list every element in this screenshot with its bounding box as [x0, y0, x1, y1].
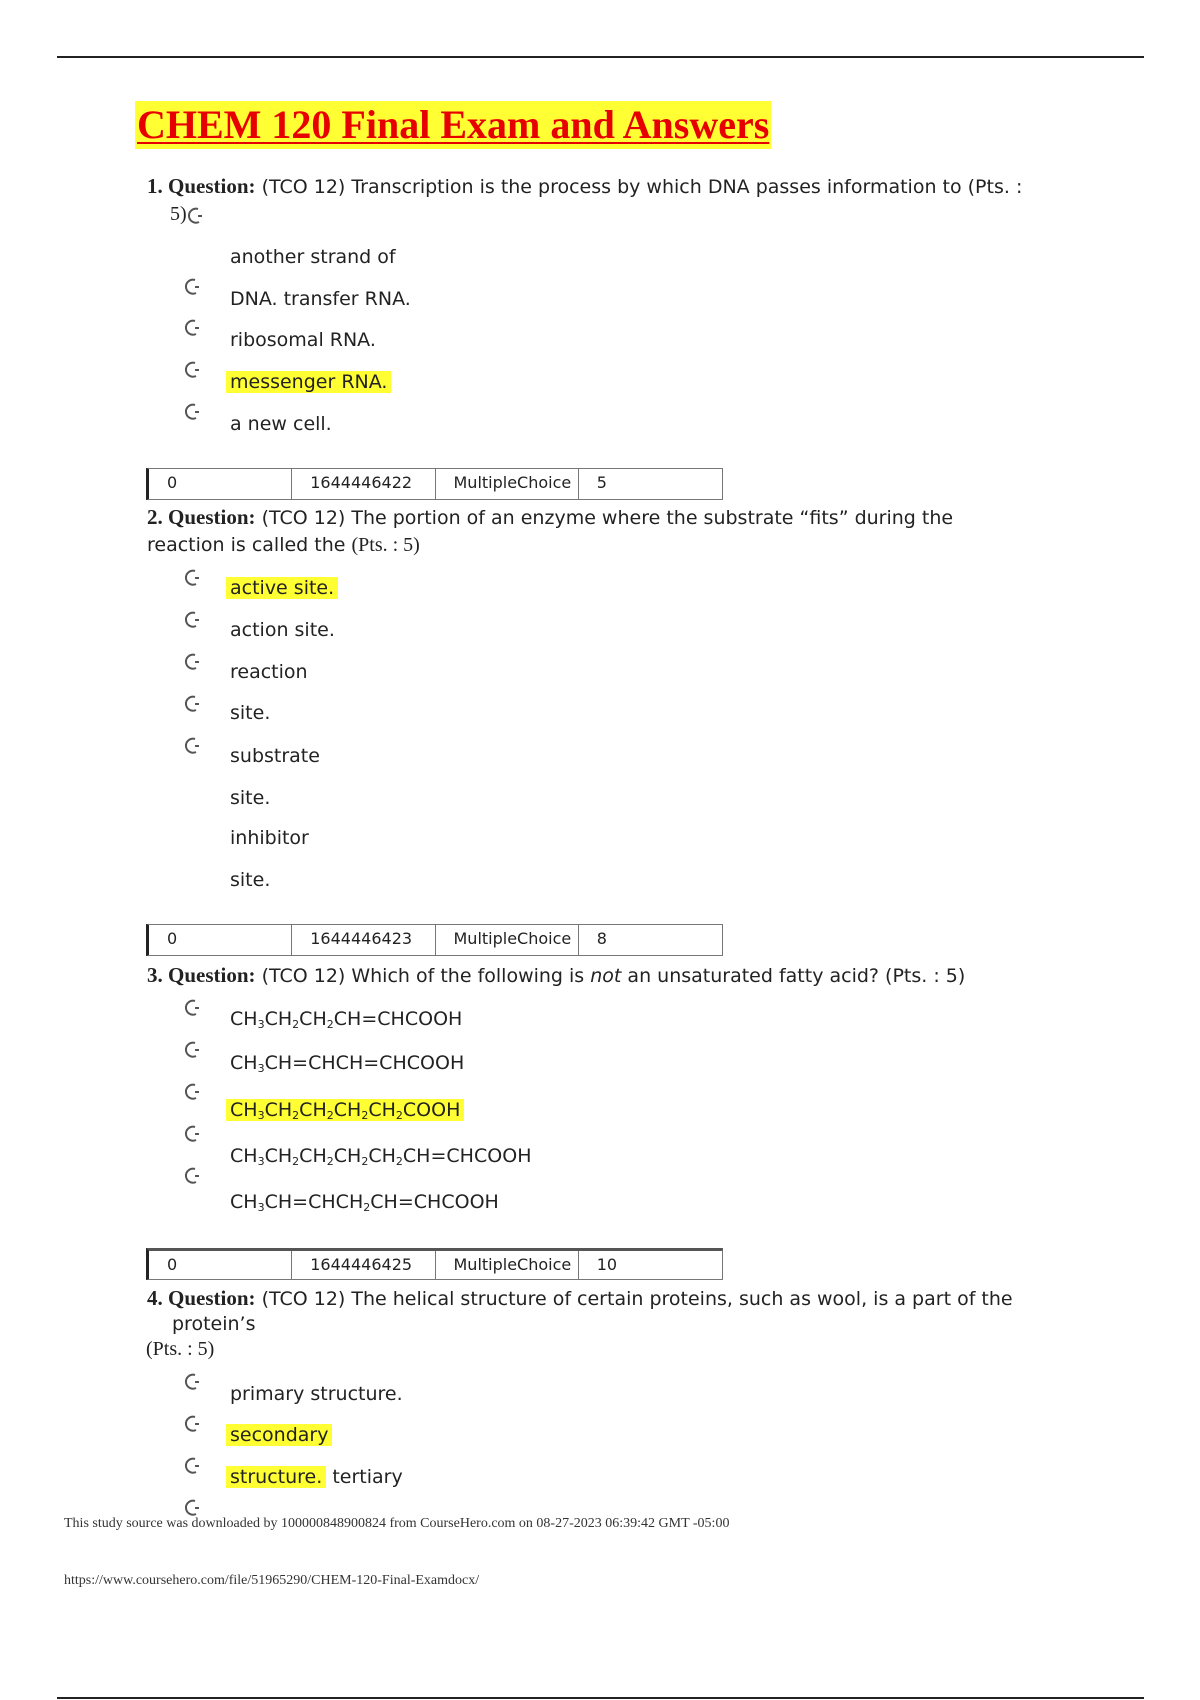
- radio-button-icon[interactable]: [183, 1040, 201, 1060]
- highlighted-answer: secondary: [226, 1424, 332, 1446]
- question-meta-row-2: [146, 924, 723, 956]
- radio-button-icon[interactable]: [183, 1498, 201, 1518]
- bottom-rule: [57, 1697, 1144, 1699]
- option-q3-d: $CH_3CH_2CH_2CH_2CH_2CH=CHCOOH$: [230, 1145, 532, 1168]
- question-1: [147, 173, 1097, 201]
- radio-button-icon[interactable]: [183, 736, 201, 756]
- meta-cell: 5: [596, 473, 607, 492]
- highlighted-answer: active site.: [226, 577, 338, 599]
- meta-cell: 1644446422: [292, 469, 435, 499]
- question-4-points: [146, 1336, 1096, 1363]
- question-3: [147, 962, 1097, 990]
- meta-cell: 1644446425: [292, 1251, 435, 1279]
- option-q1-b: DNA. transfer RNA.: [230, 288, 411, 310]
- meta-cell: 0: [149, 469, 292, 499]
- radio-button-icon[interactable]: [183, 1124, 201, 1144]
- radio-button-icon[interactable]: [183, 360, 201, 380]
- question-points: (Pts. : 5): [351, 534, 420, 556]
- option-q2-a: [230, 575, 338, 601]
- question-label: 2. Question:: [147, 505, 256, 529]
- meta-cell: 1644446423: [292, 925, 435, 955]
- option-q3-c: [230, 1097, 464, 1129]
- question-text: (TCO 12) The portion of an enzyme where the substrate “fits” during the: [261, 507, 954, 529]
- radio-button-icon[interactable]: [183, 1414, 201, 1434]
- question-points: (Pts. : 5): [146, 1338, 215, 1360]
- radio-button-icon[interactable]: [186, 206, 204, 226]
- radio-button-icon[interactable]: [183, 998, 201, 1018]
- radio-button-icon[interactable]: [183, 1372, 201, 1392]
- radio-button-icon[interactable]: [183, 318, 201, 338]
- option-q2-e-cont: site.: [230, 869, 271, 891]
- question-text-continued: protein’s: [172, 1313, 256, 1335]
- option-q3-b: $CH_3CH=CHCH=CHCOOH$: [230, 1052, 465, 1075]
- meta-cell: 10: [596, 1255, 618, 1274]
- question-text: (TCO 12) Transcription is the process by which DNA passes information to (Pts. :: [261, 176, 1023, 198]
- radio-button-icon[interactable]: [183, 402, 201, 422]
- option-q4-b: [230, 1422, 332, 1448]
- top-rule: [57, 56, 1144, 58]
- document-title: CHEM 120 Final Exam and Answers: [137, 102, 770, 147]
- option-q1-d: [230, 369, 391, 395]
- option-q2-d-cont: site.: [230, 787, 271, 809]
- radio-button-icon[interactable]: [183, 652, 201, 672]
- source-url[interactable]: https://www.coursehero.com/file/51965290/CHEM-120-Final-Examdocx/: [64, 1573, 480, 1588]
- question-meta-row-1: [146, 468, 723, 500]
- highlighted-answer: structure.: [226, 1466, 326, 1488]
- question-2: [147, 504, 1097, 559]
- download-notice: This study source was downloaded by 100000848900824 from CourseHero.com on 08-27-2023 06:39:42 GMT -05:00: [64, 1516, 730, 1531]
- radio-button-icon[interactable]: [183, 1082, 201, 1102]
- option-q1-a: another strand of: [230, 246, 396, 268]
- meta-cell: 0: [149, 925, 292, 955]
- highlighted-answer: messenger RNA.: [226, 371, 391, 393]
- radio-button-icon[interactable]: [183, 610, 201, 630]
- question-text-continued: reaction is called the: [147, 534, 346, 556]
- radio-button-icon[interactable]: [183, 1166, 201, 1186]
- question-label: 1. Question:: [147, 174, 256, 198]
- option-q2-c: reaction: [230, 661, 308, 683]
- radio-button-icon[interactable]: [183, 277, 201, 297]
- option-q2-e: inhibitor: [230, 827, 309, 849]
- meta-cell: MultipleChoice: [436, 469, 579, 499]
- radio-button-icon[interactable]: [183, 694, 201, 714]
- meta-cell: 8: [596, 929, 607, 948]
- option-q1-c: ribosomal RNA.: [230, 329, 376, 351]
- option-q2-d: substrate: [230, 745, 320, 767]
- option-q3-e: $CH_3CH=CHCH_2CH=CHCOOH$: [230, 1191, 499, 1214]
- question-4-continued: [172, 1311, 1122, 1338]
- radio-button-icon[interactable]: [183, 1456, 201, 1476]
- question-points: 5): [170, 203, 187, 225]
- option-q4-d: tertiary: [332, 1466, 403, 1488]
- question-text-emphasis: not: [590, 965, 622, 987]
- option-q4-c: [230, 1464, 403, 1490]
- option-q1-e: a new cell.: [230, 413, 332, 435]
- question-label: 4. Question:: [147, 1286, 256, 1310]
- meta-cell: MultipleChoice: [436, 925, 579, 955]
- highlighted-answer: $CH_3CH_2CH_2CH_2CH_2COOH$: [226, 1099, 464, 1121]
- meta-cell: MultipleChoice: [436, 1251, 579, 1279]
- question-4: [147, 1285, 1097, 1313]
- radio-button-icon[interactable]: [183, 568, 201, 588]
- question-label: 3. Question:: [147, 963, 256, 987]
- question-text: (TCO 12) Which of the following is: [261, 965, 585, 987]
- option-q4-a: primary structure.: [230, 1383, 403, 1405]
- option-q2-c-cont: site.: [230, 702, 271, 724]
- question-text: an unsaturated fatty acid? (Pts. : 5): [627, 965, 966, 987]
- meta-cell: 0: [149, 1251, 292, 1279]
- option-q3-a: $CH_3CH_2CH_2CH=CHCOOH$: [230, 1008, 463, 1031]
- question-text: (TCO 12) The helical structure of certain proteins, such as wool, is a part of the: [261, 1288, 1013, 1310]
- option-q2-b: action site.: [230, 619, 335, 641]
- question-meta-row-3: [146, 1248, 723, 1280]
- question-1-continued: [170, 201, 1120, 228]
